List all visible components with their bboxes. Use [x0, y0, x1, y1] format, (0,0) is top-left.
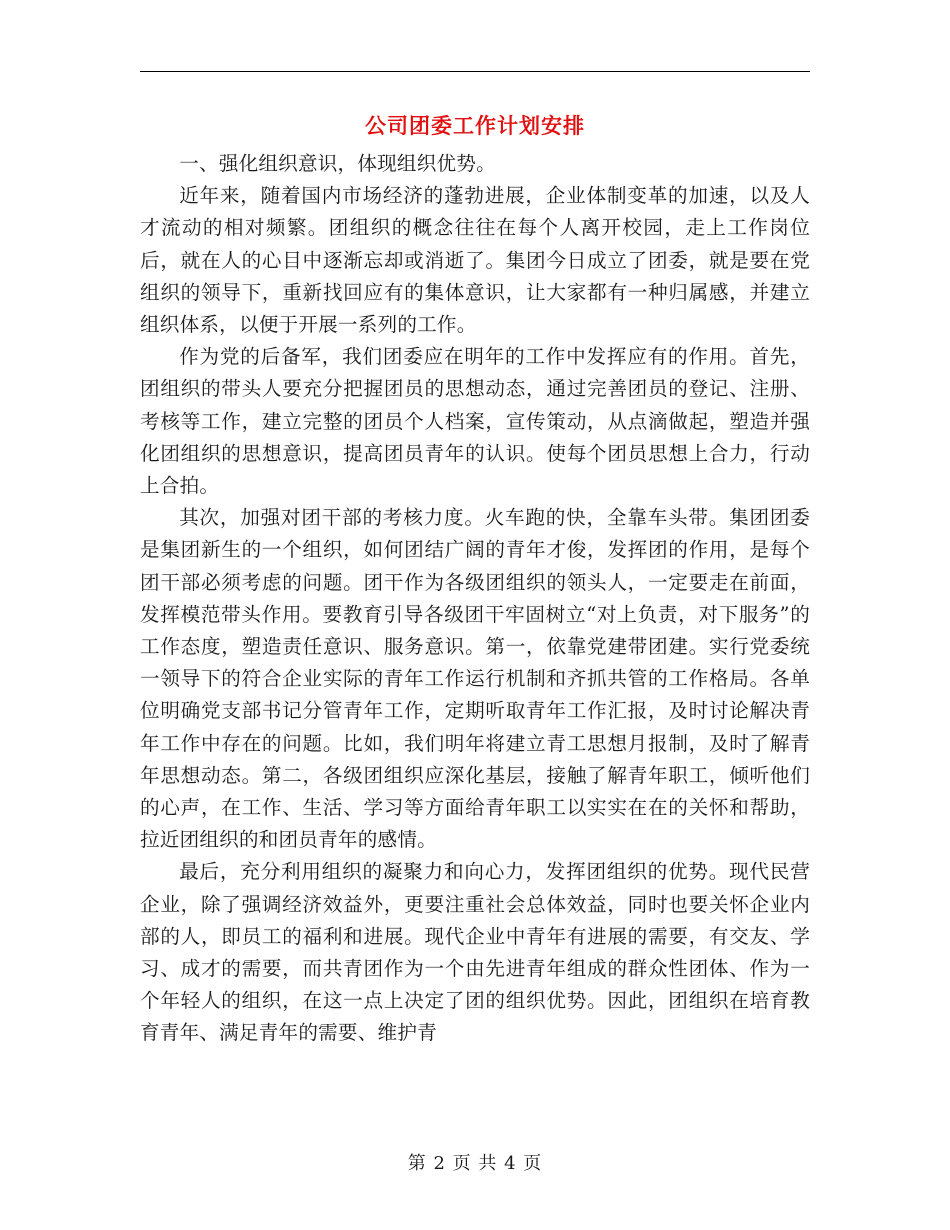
document-body [140, 148, 810, 1050]
header-rule [140, 71, 810, 72]
paragraph: 作为党的后备军，我们团委应在明年的工作中发挥应有的作用。首先，团组织的带头人要充分把握团员的思想动态，通过完善团员的登记、注册、考核等工作，建立完整的团员个人档案，宣传策动，从点滴做起，塑造并强化团组织的思想意识，提高团员青年的认识。使每个团员思想上合力，行动上合拍。 [140, 345, 810, 498]
paragraph: 近年来，随着国内市场经济的蓬勃进展，企业体制变革的加速，以及人才流动的相对频繁。团组织的概念往往在每个人离开校园，走上工作岗位后，就在人的心目中逐渐忘却或消逝了。集团今日成立了团委，就是要在党组织的领导下，重新找回应有的集体意识，让大家都有一种归属感，并建立组织体系，以便于开展一系列的工作。 [140, 184, 810, 337]
paragraph: 其次，加强对团干部的考核力度。火车跑的快，全靠车头带。集团团委是集团新生的一个组织，如何团结广阔的青年才俊，发挥团的作用，是每个团干部必须考虑的问题。团干作为各级团组织的领头人，一定要走在前面，发挥模范带头作用。要教育引导各级团干牢固树立“对上负责，对下服务”的工作态度，塑造责任意识、服务意识。第一，依靠党建带团建。实行党委统一领导下的符合企业实际的青年工作运行机制和齐抓共管的工作格局。各单位明确党支部书记分管青年工作，定期听取青年工作汇报，及时讨论解决青年工作中存在的问题。比如，我们明年将建立青工思想月报制，及时了解青年思想动态。第二，各级团组织应深化基层，接触了解青年职工，倾听他们的心声，在工作、生活、学习等方面给青年职工以实实在在的关怀和帮助，拉近团组织的和团员青年的感情。 [140, 506, 810, 852]
paragraph-heading: 一、强化组织意识，体现组织优势。 [179, 152, 496, 175]
paragraph: 最后，充分利用组织的凝聚力和向心力，发挥团组织的优势。现代民营企业，除了强调经济效益外，更要注重社会总体效益，同时也要关怀企业内部的人，即员工的福利和进展。现代企业中青年有进展的需要，有交友、学习、成才的需要，而共青团作为一个由先进青年组成的群众性团体、作为一个年轻人的组织，在这一点上决定了团的组织优势。因此，团组织在培育教育青年、满足青年的需要、维护青 [140, 860, 810, 1045]
document-title: 公司团委工作计划安排 [365, 113, 585, 138]
page-number-footer: 第 2 页 共 4 页 [407, 1153, 543, 1174]
